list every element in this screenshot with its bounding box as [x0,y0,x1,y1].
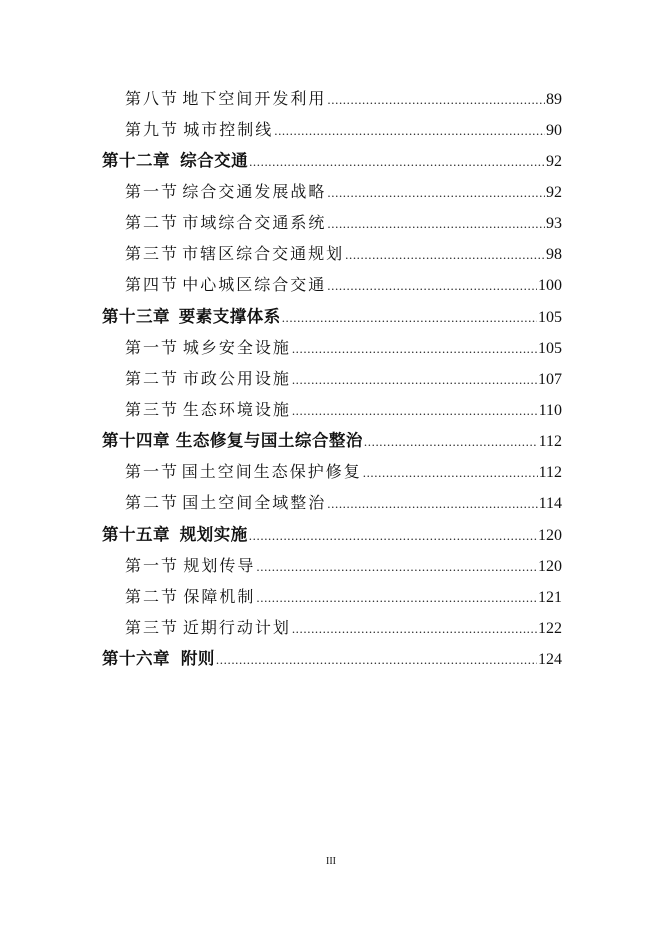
entry-page: 105 [538,340,562,357]
entry-title: 市域综合交通系统 [182,213,327,232]
entry-number: 第十三章 [102,307,170,326]
page-footer-number: III [326,856,336,867]
entry-number: 第四节 [125,275,180,294]
dot-leader [282,305,537,331]
dot-leader [327,273,537,299]
entry-number: 第二节 [125,213,180,232]
entry-page: 112 [538,433,562,450]
entry-page: 120 [538,527,562,544]
dot-leader [249,523,537,549]
dot-leader [327,180,545,206]
toc-entry-section[interactable] [125,584,562,610]
dot-leader [256,585,537,611]
toc-entry-section[interactable] [125,490,562,516]
entry-page: 89 [546,91,562,108]
entry-page: 92 [546,184,562,201]
entry-number: 第三节 [125,244,180,263]
entry-number: 第十四章 [102,431,170,450]
dot-leader [292,398,538,424]
toc-entry-section[interactable] [125,272,562,298]
entry-page: 90 [546,122,562,139]
toc-entry-section[interactable] [125,335,562,361]
entry-number: 第一节 [125,182,180,201]
dot-leader [292,367,537,393]
toc-entry-chapter[interactable] [102,304,562,330]
dot-leader [327,87,545,113]
toc-entry-section[interactable] [125,241,562,267]
dot-leader [292,336,537,362]
entry-title: 综合交通发展战略 [182,182,327,201]
entry-page: 122 [538,620,562,637]
toc-entry-chapter[interactable] [102,428,562,454]
dot-leader [274,118,545,144]
entry-number: 第一节 [125,462,180,481]
entry-page: 105 [538,309,562,326]
entry-title: 城乡安全设施 [182,338,291,357]
entry-title: 综合交通 [180,151,249,170]
entry-page: 98 [546,246,562,263]
entry-page: 120 [538,558,562,575]
entry-title: 规划实施 [179,525,248,544]
entry-number: 第十五章 [102,525,170,544]
dot-leader [216,647,537,673]
entry-page: 107 [538,371,562,388]
entry-title: 近期行动计划 [182,618,291,637]
toc-entry-chapter[interactable] [102,646,562,672]
toc-entry-section[interactable] [125,615,562,641]
toc-entry-section[interactable] [125,179,562,205]
dot-leader [292,616,537,642]
dot-leader [345,242,545,268]
toc-entry-chapter[interactable] [102,522,562,548]
dot-leader [364,429,538,455]
entry-title: 生态修复与国土综合整治 [175,431,363,450]
entry-title: 城市控制线 [183,120,274,139]
dot-leader [249,149,545,175]
entry-number: 第十二章 [102,151,170,170]
entry-number: 第十六章 [102,649,170,668]
entry-page: 121 [538,589,562,606]
toc-entry-section[interactable] [125,86,562,112]
entry-title: 生态环境设施 [182,400,291,419]
entry-title: 规划传导 [183,556,256,575]
entry-page: 92 [546,153,562,170]
entry-title: 国土空间生态保护修复 [181,462,362,481]
entry-number: 第二节 [125,369,180,388]
entry-title: 国土空间全域整治 [182,493,327,512]
dot-leader [327,491,537,517]
entry-page: 100 [538,277,562,294]
dot-leader [327,211,545,237]
entry-page: 114 [538,495,562,512]
dot-leader [363,460,538,486]
toc-entry-section[interactable] [125,397,562,423]
entry-number: 第八节 [125,89,180,108]
toc-entry-section[interactable] [125,210,562,236]
toc-entry-section[interactable] [125,117,562,143]
entry-page: 124 [538,651,562,668]
entry-title: 市政公用设施 [182,369,291,388]
entry-title: 地下空间开发利用 [182,89,327,108]
toc-entry-section[interactable] [125,553,562,579]
entry-number: 第一节 [125,338,180,357]
toc-entry-section[interactable] [125,459,562,485]
entry-title: 要素支撑体系 [178,307,281,326]
entry-title: 中心城区综合交通 [182,275,327,294]
entry-number: 第二节 [125,587,180,606]
entry-title: 附则 [180,649,215,668]
entry-title: 保障机制 [183,587,256,606]
entry-page: 93 [546,215,562,232]
entry-number: 第三节 [125,618,180,637]
toc-entry-section[interactable] [125,366,562,392]
entry-number: 第九节 [125,120,180,139]
entry-page: 110 [538,402,562,419]
entry-number: 第三节 [125,400,180,419]
toc-entry-chapter[interactable] [102,148,562,174]
entry-number: 第一节 [125,556,180,575]
dot-leader [256,554,537,580]
entry-number: 第二节 [125,493,180,512]
entry-title: 市辖区综合交通规划 [182,244,345,263]
entry-page: 112 [538,464,562,481]
